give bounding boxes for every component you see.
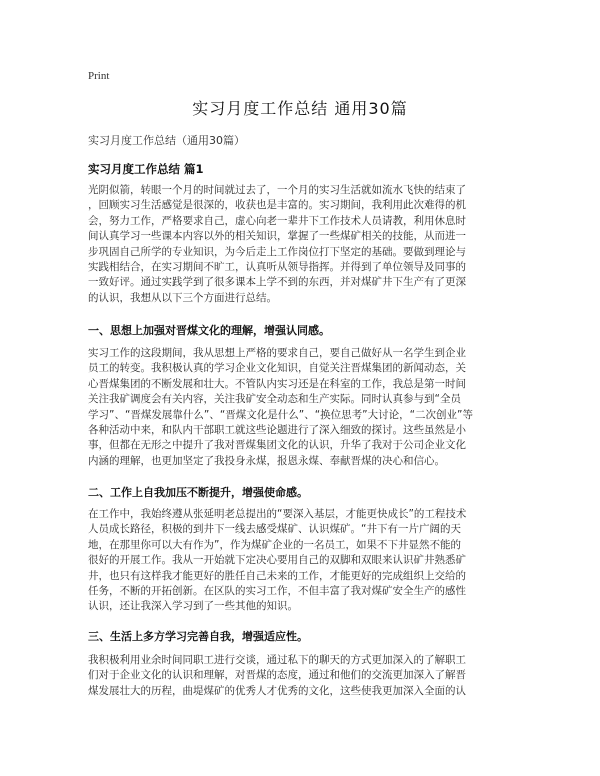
paragraph-line: 会，努力工作，严格要求自己，虚心向老一辈井下工作技术人员请教，利用休息时 [88, 214, 466, 227]
paragraph-line: 学习”、“晋煤发展靠什么”、“晋煤文化是什么”、“换位思考”大讨论，“二次创业”等 [88, 408, 473, 421]
heading-2: 二、工作上自我加压不断提升，增强使命感。 [88, 486, 308, 499]
paragraph-line: 井，也只有这样我才能更好的胜任自己未来的工作，才能更好的完成组织上交给的 [88, 569, 466, 582]
paragraph-line: 光阴似箭，转眼一个月的时间就过去了，一个月的实习生活就如流水飞快的结束了 [88, 184, 466, 196]
paragraph-line: 认识，还让我深入学习到了一些其他的知识。 [88, 600, 298, 613]
paragraph-line: 地，在那里你可以大有作为”，作为煤矿企业的一名员工，如果不下井显然不能的 [88, 538, 461, 551]
paragraph-line: 任务，不断的开拓创新。在区队的实习工作，不但丰富了我对煤矿安全生产的感性 [88, 585, 466, 598]
paragraph-line: 事，但都在无形之中提升了我对晋煤集团文化的认识，升华了我对于公司企业文化 [88, 439, 466, 452]
paragraph-line: 很好的开展工作。我从一开始就下定决心要用自己的双脚和双眼来认识矿井熟悉矿 [88, 554, 466, 567]
heading-3: 三、生活上多方学习完善自我，增强适应性。 [88, 630, 308, 643]
paragraph-line: 心晋煤集团的不断发展和壮大。不管队内实习还是在科室的工作，我总是第一时间 [88, 377, 466, 390]
paragraph-line: 们对于企业文化的认识和理解，对晋煤的态度，通过和他们的交流更加深入了解晋 [88, 669, 466, 682]
paragraph-line: 一致好评。通过实践学到了很多课本上学不到的东西，并对煤矿井下生产有了更深 [88, 276, 466, 289]
paragraph-line: 关注我矿调度会有关内容，关注我矿安全动态和生产实际。同时认真参与到“全员 [88, 393, 461, 406]
paragraph-2 [88, 346, 513, 469]
page-title: 实习月度工作总结 通用30篇 [192, 99, 408, 118]
paragraph-line: 我积极利用业余时间同职工进行交谈，通过私下的聊天的方式更加深入的了解职工 [88, 654, 466, 666]
paragraph-4 [88, 653, 513, 699]
paragraph-line: 间认真学习一些课本内容以外的相关知识，掌握了一些煤矿相关的技能，从而进一 [88, 230, 466, 243]
paragraph-3 [88, 507, 513, 615]
section-title: 实习月度工作总结 篇1 [88, 162, 204, 176]
document-subtitle: 实习月度工作总结（通用30篇） [88, 134, 245, 147]
paragraph-line: ，回顾实习生活感觉是很深的，收获也是丰富的。实习期间，我利用此次难得的机 [88, 199, 466, 212]
paragraph-line: 在工作中，我始终遵从张延明老总提出的“要深入基层，才能更快成长”的工程技术 [88, 508, 467, 520]
paragraph-line: 各种活动中来，和队内干部职工就这些论题进行了深入细致的探讨。这些虽然是小 [88, 424, 466, 437]
print-label[interactable]: Print [88, 70, 110, 82]
paragraph-line: 步巩固自己所学的专业知识，为今后走上工作岗位打下坚定的基础。要做到理论与 [88, 245, 466, 258]
paragraph-line: 实践相结合，在实习期间不旷工，认真听从领导指挥。并得到了单位领导及同事的 [88, 261, 466, 274]
paragraph-1 [88, 183, 513, 306]
paragraph-line: 煤发展壮大的历程，曲堤煤矿的优秀人才优秀的文化，这些使我更加深入全面的认 [88, 684, 466, 697]
paragraph-line: 的认识，我想从以下三个方面进行总结。 [88, 291, 277, 304]
paragraph-line: 人员成长路径，积极的到井下一线去感受煤矿、认识煤矿。“井下有一片广阔的天 [88, 523, 461, 536]
paragraph-line: 员工的转变。我积极认真的学习企业文化知识，自觉关注晋煤集团的新闻动态，关 [88, 362, 466, 375]
paragraph-line: 实习工作的这段期间，我从思想上严格的要求自己，要自己做好从一名学生到企业 [88, 347, 466, 359]
paragraph-line: 内涵的理解，也更加坚定了我投身永煤，报恩永煤、奉献晋煤的决心和信心。 [88, 454, 445, 467]
heading-1: 一、思想上加强对晋煤文化的理解，增强认同感。 [88, 324, 330, 337]
